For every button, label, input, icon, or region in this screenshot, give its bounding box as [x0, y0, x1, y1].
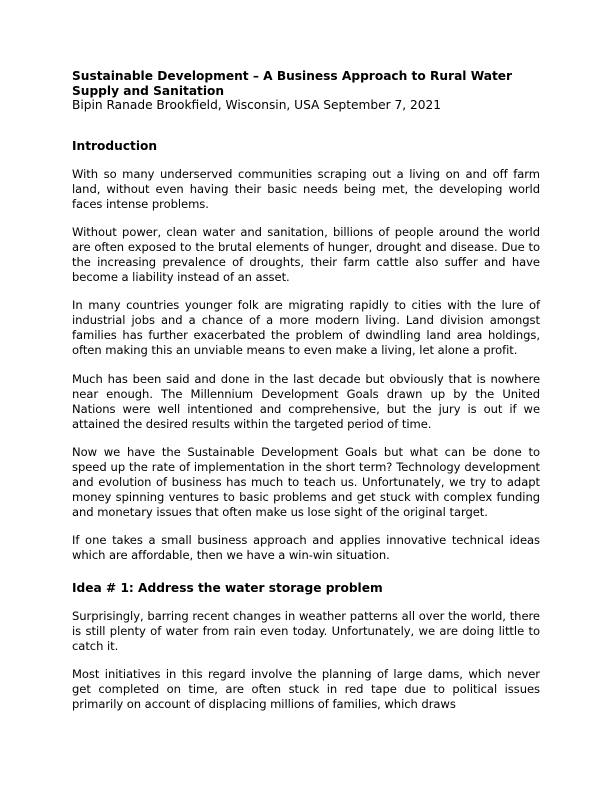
section-heading-idea-1: Idea # 1: Address the water storage problem: [72, 580, 383, 595]
document-page: [72, 69, 540, 712]
paragraph: Most initiatives in this regard involve the planning of large dams, which never get completed on time, are often stuck in red tape due to political issues primarily on account of displacing millions of families, which draws: [72, 666, 540, 712]
paragraph: Surprisingly, barring recent changes in weather patterns all over the world, there is still plenty of water from rain even today. Unfortunately, we are doing little to catch it.: [72, 608, 540, 653]
paragraph: Now we have the Sustainable Development Goals but what can be done to speed up the rate of implementation in the short term? Technology development and evolution of business has much to teach us. Unfortunately, we try to adapt money spinning ventures to basic problems and get stuck with complex funding and monetary issues that often make us lose sight of the original target.: [72, 444, 540, 520]
paragraph: Much has been said and done in the last decade but obviously that is nowhere near enough. The Millennium Development Goals drawn up by the United Nations were well intentioned and comprehensive, but the jury is out if we attained the desired results within the targeted period of time.: [72, 371, 540, 431]
paragraph: In many countries younger folk are migrating rapidly to cities with the lure of industrial jobs and a chance of a more modern living. Land division amongst families has further exacerbated the problem of dwindling land area holdings, often making this an unviable means to even make a living, let alone a profit.: [72, 298, 540, 358]
paragraph: If one takes a small business approach and applies innovative technical ideas which are affordable, then we have a win-win situation.: [72, 533, 540, 563]
paragraph: With so many underserved communities scraping out a living on and off farm land, without even having their basic needs being met, the developing world faces intense problems.: [72, 166, 540, 211]
section-heading-introduction: Introduction: [72, 138, 158, 153]
document-title: Sustainable Development – A Business Approach to Rural Water Supply and Sanitation: [72, 69, 513, 98]
author-byline: Bipin Ranade Brookfield, Wisconsin, USA September 7, 2021: [72, 98, 442, 112]
paragraph: Without power, clean water and sanitation, billions of people around the world are often exposed to the brutal elements of hunger, drought and disease. Due to the increasing prevalence of droughts, their farm cattle also suffer and have become a liability instead of an asset.: [72, 224, 540, 285]
